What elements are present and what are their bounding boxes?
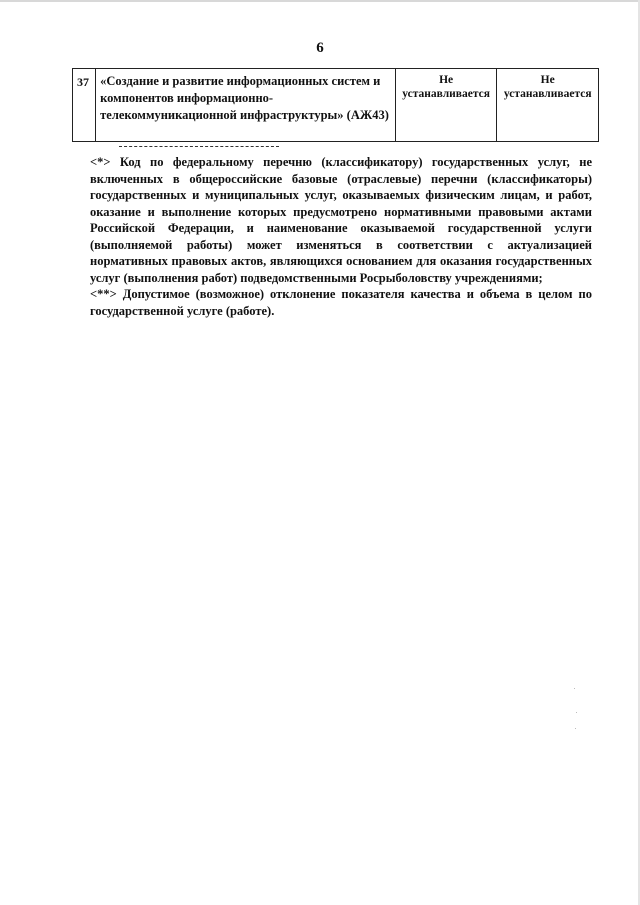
footnote-2: <**> Допустимое (возможное) отклонение показателя качества и объема в целом по государственной услуге (работе).	[90, 287, 592, 318]
page-number: 6	[316, 40, 324, 56]
scan-edge	[0, 0, 640, 2]
service-name: «Создание и развитие информационных систем и компонентов информационно-телекоммуникационной инфраструктуры» (АЖ43)	[96, 69, 396, 142]
row-index: 37	[73, 69, 96, 142]
scan-speck	[574, 688, 575, 689]
scan-speck	[576, 712, 577, 713]
footnote-separator	[119, 146, 279, 147]
value-cell-1: Не устанавливается	[395, 69, 497, 142]
scan-speck	[575, 728, 576, 729]
footnote-1: <*> Код по федеральному перечню (классификатору) государственных услуг, не включенных в общероссийские базовые (отраслевые) перечни (классификаторы) государственных и муниципальных услуг, оказываемых физическим лицам, и работ, оказание и выполнение которых предусмотрено нормативными правовыми актами Российской Федерации, и наименование оказываемой государственной услуги (выполняемой работы) может изменяться в соответствии с актуализацией нормативных правовых актов, являющихся основанием для оказания государственных услуг (выполнения работ) подведомственными Росрыболовству учреждениями;	[90, 155, 592, 285]
footnotes	[90, 154, 592, 319]
services-table	[72, 68, 599, 142]
value-cell-2: Не устанавливается	[497, 69, 599, 142]
table-row	[73, 69, 599, 142]
